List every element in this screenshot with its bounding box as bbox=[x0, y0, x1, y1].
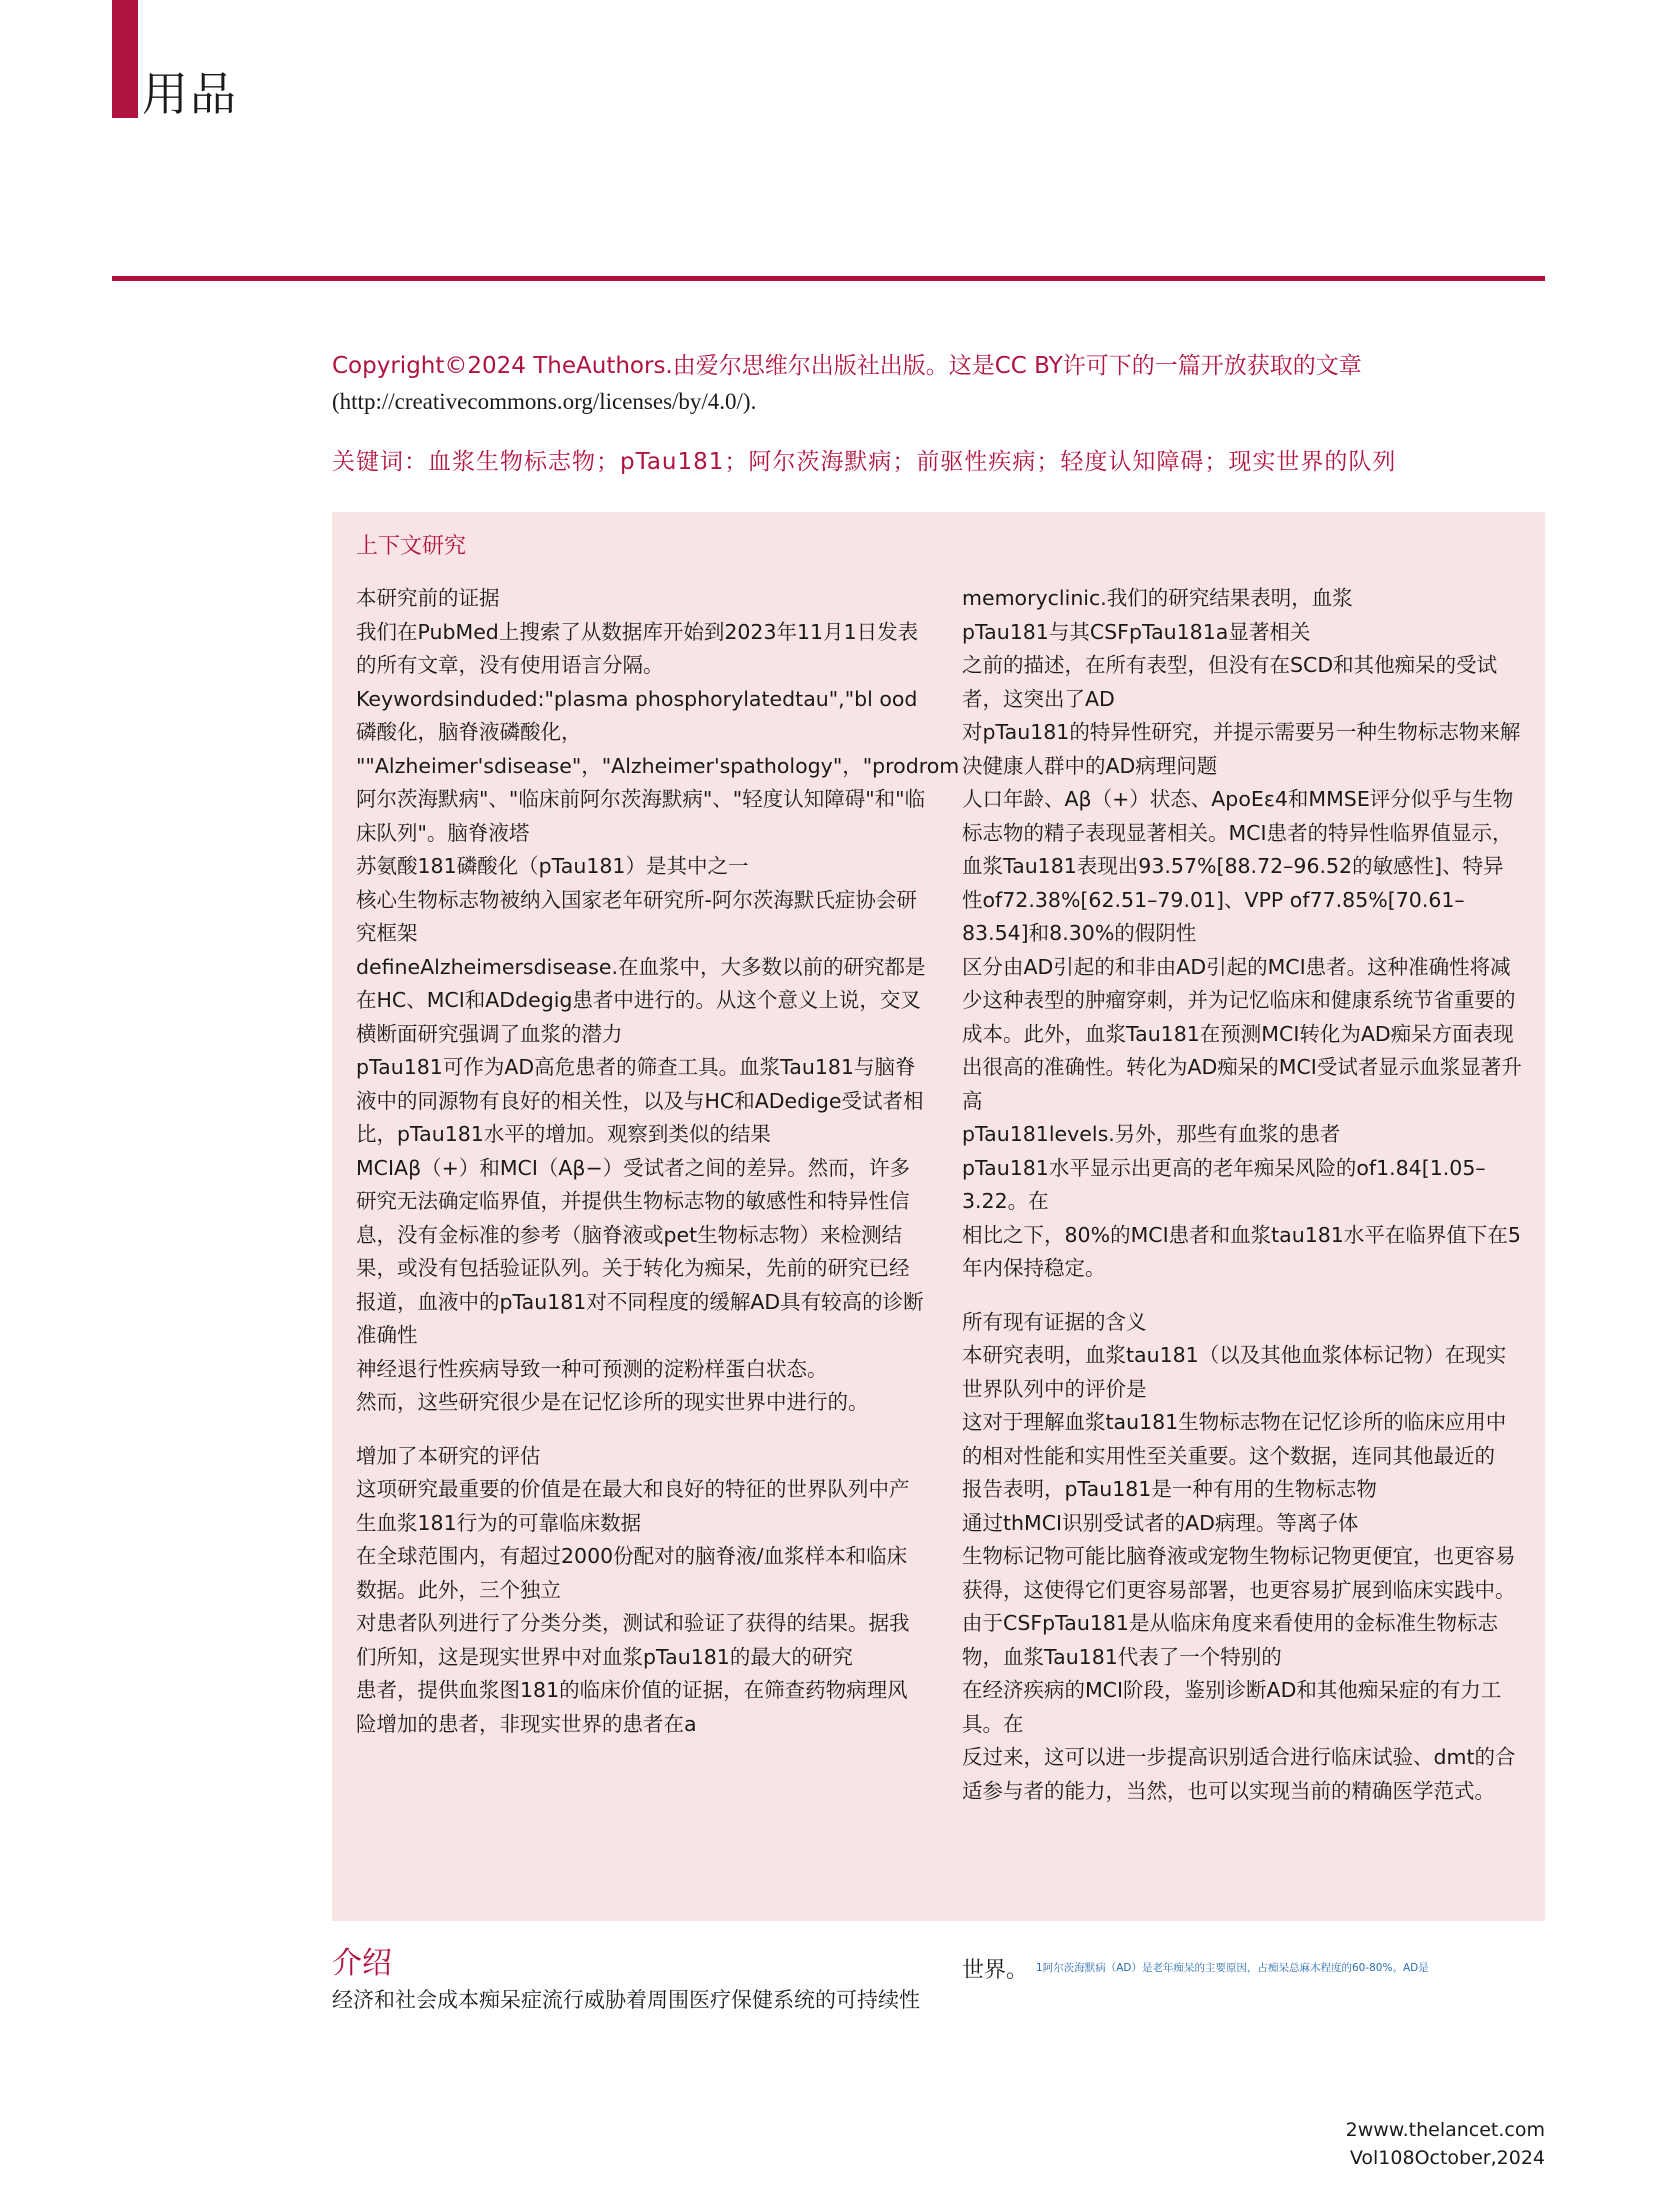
introduction-right-text bbox=[962, 1952, 1542, 1987]
context-paragraph: 这对于理解血浆tau181生物标志物在记忆诊所的临床应用中的相对性能和实用性至关重要。这个数据，连同其他最近的 bbox=[962, 1410, 1507, 1468]
copyright-line: Copyright©2024 TheAuthors.由爱尔思维尔出版社出版。这是CC BY许可下的一篇开放获取的文章 bbox=[332, 353, 1362, 379]
context-paragraph: 然而，这些研究很少是在记忆诊所的现实世界中进行的。 bbox=[356, 1390, 869, 1414]
context-paragraph: pTau181levels.另外，那些有血浆的患者 bbox=[962, 1122, 1341, 1146]
context-left-column bbox=[356, 582, 960, 1741]
context-paragraph: ""Alzheimer'sdisease"，"Alzheimer'spathology"，"prodrom bbox=[356, 753, 960, 778]
research-context-box bbox=[332, 512, 1545, 1921]
section-title: 用品 bbox=[142, 67, 238, 121]
context-paragraph: 这项研究最重要的价值是在最大和良好的特征的世界队列中产生血浆181行为的可靠临床数据 bbox=[356, 1477, 910, 1535]
context-paragraph: 通过thMCI识别受试者的AD病理。等离子体 bbox=[962, 1510, 1359, 1535]
context-paragraph: 对pTau181的特异性研究，并提示需要另一种生物标志物来解决健康人群中的AD病理问题 bbox=[962, 720, 1521, 778]
context-paragraph: 对患者队列进行了分类分类，测试和验证了获得的结果。据我们所知，这是现实世界中对血浆pTau181的最大的研究 bbox=[356, 1611, 910, 1669]
context-paragraph: memoryclinic.我们的研究结果表明，血浆 bbox=[962, 586, 1353, 610]
footnote-text: 1阿尔茨海默病（AD）是老年痴呆的主要原因，占痴呆总麻木程度的60-80%。AD是 bbox=[1036, 1962, 1429, 1974]
context-paragraph: 本研究表明，血浆tau181（以及其他血浆体标记物）在现实世界队列中的评价是 bbox=[962, 1343, 1507, 1401]
context-paragraph: pTau181与其CSFpTau181a显著相关 bbox=[962, 619, 1311, 644]
context-right-column bbox=[962, 582, 1522, 1808]
context-paragraph: 增加了本研究的评估 bbox=[356, 1443, 541, 1468]
page-footer: 2www.thelancet.com Vol108October,2024 bbox=[1345, 2119, 1545, 2169]
context-paragraph: 苏氨酸181磷酸化（pTau181）是其中之一 bbox=[356, 854, 749, 878]
context-paragraph: 神经退行性疾病导致一种可预测的淀粉样蛋白状态。 bbox=[356, 1356, 828, 1381]
context-paragraph: pTau181水平显示出更高的老年痴呆风险的of1.84[1.05–3.22。在 bbox=[962, 1155, 1486, 1213]
context-paragraph: 反过来，这可以进一步提高识别适合进行临床试验、dmt的合适参与者的能力，当然，也可以实现当前的精确医学范式。 bbox=[962, 1745, 1516, 1803]
context-paragraph: 所有现有证据的含义 bbox=[962, 1309, 1147, 1334]
keywords-line: 关键词：血浆生物标志物；pTau181；阿尔茨海默病；前驱性疾病；轻度认知障碍；现实世界的队列 bbox=[332, 449, 1397, 475]
context-box-title: 上下文研究 bbox=[356, 534, 467, 559]
header-rule bbox=[112, 276, 1545, 281]
context-paragraph: 在全球范围内，有超过2000份配对的脑脊液/血浆样本和临床数据。此外，三个独立 bbox=[356, 1544, 908, 1602]
context-paragraph: defineAlzheimersdisease.在血浆中，大多数以前的研究都是在HC、MCI和ADdegig患者中进行的。从这个意义上说，交叉 bbox=[356, 954, 926, 1012]
context-paragraph: 生物标记物可能比脑脊液或宠物生物标记物更便宜，也更容易获得，这使得它们更容易部署，也更容易扩展到临床实践中。由于CSFpTau181是从临床角度来看使用的金标准生物标志物，血浆Tau181代表了一个特别的 bbox=[962, 1544, 1516, 1669]
copyright-notice bbox=[332, 348, 1502, 420]
context-paragraph: 报告表明，pTau181是一种有用的生物标志物 bbox=[962, 1477, 1377, 1501]
context-paragraph: 我们在PubMed上搜索了从数据库开始到2023年11月1日发表的所有文章，没有使用语言分隔。Keywordsinduded:"plasma phosphorylatedtau","bl ood bbox=[356, 619, 919, 711]
context-paragraph: 本研究前的证据 bbox=[356, 586, 500, 610]
introduction-heading: 介绍 bbox=[332, 1946, 392, 1981]
context-paragraph: 磷酸化，脑脊液磷酸化， bbox=[356, 720, 582, 744]
section-tab-marker bbox=[112, 0, 138, 118]
context-paragraph: 在经济疾病的MCI阶段，鉴别诊断AD和其他痴呆症的有力工具。在 bbox=[962, 1678, 1502, 1736]
context-paragraph: 人口年龄、Aβ（+）状态、ApoEε4和MMSE评分似乎与生物标志物的精子表现显著相关。MCI患者的特异性临界值显示，血浆Tau181表现出93.57%[88.72–96.52的敏感性]、特异性of72.38%[62.51–79.01]、VPP of77.85%[70.61–83.54]和8.30%的假阴性 bbox=[962, 787, 1514, 945]
license-url[interactable]: (http://creativecommons.org/licenses/by/4.0/). bbox=[332, 389, 757, 414]
context-paragraph: 患者，提供血浆图181的临床价值的证据，在筛查药物病理风险增加的患者，非现实世界的患者在a bbox=[356, 1678, 908, 1736]
context-paragraph: 阿尔茨海默病"、"临床前阿尔茨海默病"、"轻度认知障碍"和"临床队列"。脑脊液塔 bbox=[356, 787, 926, 845]
context-paragraph: 之前的描述，在所有表型，但没有在SCD和其他痴呆的受试者，这突出了AD bbox=[962, 653, 1498, 711]
context-paragraph: MCIAβ（+）和MCI（Aβ−）受试者之间的差异。然而，许多研究无法确定临界值，并提供生物标志物的敏感性和特异性信息，没有金标准的参考（脑脊液或pet生物标志物）来检测结果，或没有包括验证队列。关于转化为痴呆，先前的研究已经报道，血液中的pTau181对不同程度的缓解AD具有较高的诊断准确性 bbox=[356, 1155, 924, 1347]
context-paragraph: 横断面研究强调了血浆的潜力 bbox=[356, 1021, 623, 1046]
introduction-right-word: 世界。 bbox=[962, 1958, 1029, 1983]
context-paragraph: pTau181可作为AD高危患者的筛查工具。血浆Tau181与脑脊液中的同源物有良好的相关性，以及与HC和ADedige受试者相比，pTau181水平的增加。观察到类似的结果 bbox=[356, 1055, 924, 1146]
context-paragraph: 相比之下，80%的MCI患者和血浆tau181水平在临界值下在5年内保持稳定。 bbox=[962, 1222, 1521, 1280]
context-paragraph: 区分由AD引起的和非由AD引起的MCI患者。这种准确性将减少这种表型的肿瘤穿刺，并为记忆临床和健康系统节省重要的成本。此外，血浆Tau181在预测MCI转化为AD痴呆方面表现出很高的准确性。转化为AD痴呆的MCI受试者显示血浆显著升高 bbox=[962, 954, 1522, 1113]
context-paragraph: 核心生物标志物被纳入国家老年研究所-阿尔茨海默氏症协会研究框架 bbox=[356, 887, 917, 945]
introduction-text: 经济和社会成本痴呆症流行威胁着周围医疗保健系统的可持续性 bbox=[332, 1988, 920, 2012]
